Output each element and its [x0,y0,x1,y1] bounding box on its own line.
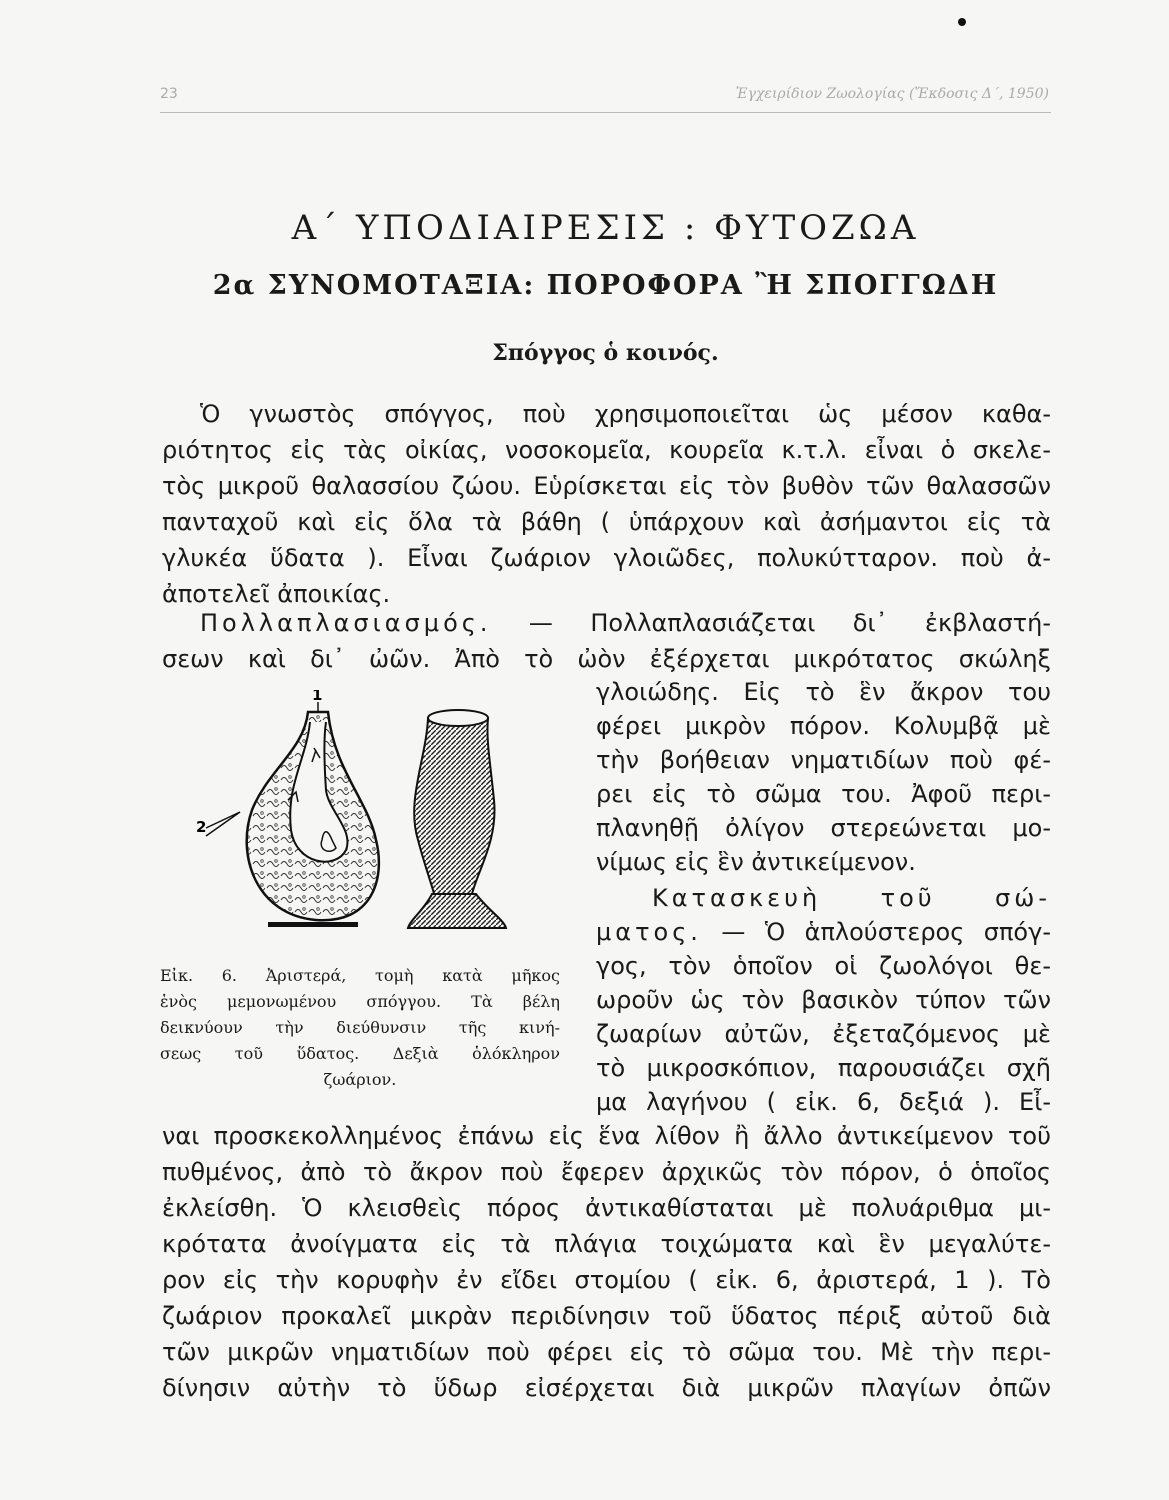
body-line: ἐκλείσθη. Ὁ κλεισθεὶς πόρος ἀντικαθίσταται μὲ πολυάριθμα μι- [162,1194,1051,1222]
column-line: νίμως εἰς ἓν ἀντικείμενον. [596,848,916,876]
phylum-heading: 2α ΣΥΝΟΜΟΤΑΞΙΑ: ΠΟΡΟΦΟΡΑ Ἢ ΣΠΟΓΓΩΔΗ [212,270,999,301]
sponge-opening [428,710,488,726]
caption-line: ζωάριον. [323,1070,397,1089]
page-number: 23 [160,86,178,102]
running-head: Ἐγχειρίδιον Ζωολογίας (Ἔκδοσις Δ΄, 1950) [735,86,1049,102]
figure-label-1: 1 [312,690,323,704]
body-line: δίνησιν αὐτὴν τὸ ὕδωρ εἰσέρχεται διὰ μικρῶν πλαγίων ὀπῶν [162,1374,1051,1402]
sponge-base [408,894,506,928]
figure-caption [160,963,560,1093]
column-line: μα λαγήνου ( εἰκ. 6, δεξιά ). Εἶ- [596,1088,1051,1116]
caption-line: Εἰκ. 6. Ἀριστερά, τομὴ κατὰ μῆκος [160,966,560,985]
body-line: ναι προσκεκολλημένος ἐπάνω εἰς ἕνα λίθον ἢ ἄλλο ἀντικείμενον τοῦ [162,1122,1051,1150]
caption-line: ἑνὸς μεμονωμένου σπόγγου. Τὰ βέλη [160,992,560,1011]
body-text: — Πολλαπλασιάζεται δι᾿ ἐκβλαστή- [528,609,1051,637]
species-heading: Σπόγγος ὁ κοινός. [492,340,719,366]
body-line: ἀποτελεῖ ἀποικίας. [162,580,391,608]
column-line: ζωαρίων αὐτῶν, ἐξεταζόμενος μὲ [596,1020,1051,1048]
column-line: τὴν βοήθειαν νηματιδίων ποὺ φέ- [596,746,1051,774]
body-line [200,605,1051,641]
body-line: κρότατα ἀνοίγματα εἰς τὰ πλάγια τοιχώματα καὶ ἓν μεγαλύτε- [162,1230,1051,1258]
sponge-figure [196,690,576,950]
body-line: Ὁ γνωστὸς σπόγγος, ποὺ χρησιμοποιεῖται ὡς μέσον καθα- [200,400,1051,428]
body-line: τῶν μικρῶν νηματιδίων ποὺ φέρει εἰς τὸ σῶμα του. Μὲ τὴν περι- [162,1338,1051,1366]
sponge-illustration [196,690,576,950]
pointer-2 [206,812,240,836]
column-line: πλανηθῇ ὀλίγον στερεώνεται μο- [596,814,1051,842]
section-title-structure: Κατασκευὴ τοῦ σώ- [652,884,1051,912]
header-rule [160,112,1051,113]
column-line: ωροῦν ὡς τὸν βασικὸν τύπον τῶν [596,986,1051,1014]
body-line: γλυκέα ὕδατα ). Εἶναι ζωάριον γλοιῶδες, πολυκύτταρον. ποὺ ἀ- [162,544,1051,572]
ink-dot [958,18,966,26]
subdivision-heading: Α΄ ΥΠΟΔΙΑΙΡΕΣΙΣ : ΦΥΤΟΖΩΑ [291,208,920,248]
body-text: — Ὁ ἁπλούστερος σπόγ- [721,918,1051,946]
body-line: τὸς μικροῦ θαλασσίου ζώου. Εὑρίσκεται εἰς τὸν βυθὸν τῶν θαλασσῶν [162,472,1051,500]
body-line: πανταχοῦ καὶ εἰς ὅλα τὰ βάθη ( ὑπάρχουν καὶ ἀσήμαντοι εἰς τὰ [162,508,1051,536]
body-line: πυθμένος, ἀπὸ τὸ ἄκρον ποὺ ἔφερεν ἀρχικῶς τὸν πόρον, ὁ ὁποῖος [162,1158,1051,1186]
body-line: ρον εἰς τὴν κορυφὴν ἐν εἴδει στομίου ( εἰκ. 6, ἀριστερά, 1 ). Τὸ [162,1266,1051,1294]
caption-line: δεικνύουν τὴν διεύθυνσιν τῆς κινή- [160,1018,560,1037]
column-line [596,914,1051,950]
caption-line: σεως τοῦ ὕδατος. Δεξιὰ ὁλόκληρον [160,1044,560,1063]
whole-sponge-shape [414,718,494,894]
column-line: ρει εἰς τὸ σῶμα του. Ἀφοῦ περι- [596,780,1051,808]
body-line: ριότητος εἰς τὰς οἰκίας, νοσοκομεῖα, κουρεῖα κ.τ.λ. εἶναι ὁ σκελε- [162,436,1051,464]
section-title-structure-cont: ματος. [596,918,702,946]
base-line [268,922,358,927]
figure-label-2: 2 [196,818,207,836]
column-line: γλοιώδης. Εἰς τὸ ἓν ἄκρον του [596,678,1051,706]
column-line: γος, τὸν ὁποῖον οἱ ζωολόγοι θε- [596,952,1051,980]
column-line: τὸ μικροσκόπιον, παρουσιάζει σχῆ [596,1054,1051,1082]
body-line: ζωάριον προκαλεῖ μικρὰν περιδίνησιν τοῦ ὕδατος πέριξ αὐτοῦ διὰ [162,1302,1051,1330]
column-line: φέρει μικρὸν πόρον. Κολυμβᾷ μὲ [596,712,1051,740]
section-title-multiplication: Πολλαπλασιασμός. [200,609,492,637]
body-line: σεων καὶ δι᾿ ὠῶν. Ἀπὸ τὸ ὠὸν ἐξέρχεται μικρότατος σκώληξ [162,645,1051,673]
